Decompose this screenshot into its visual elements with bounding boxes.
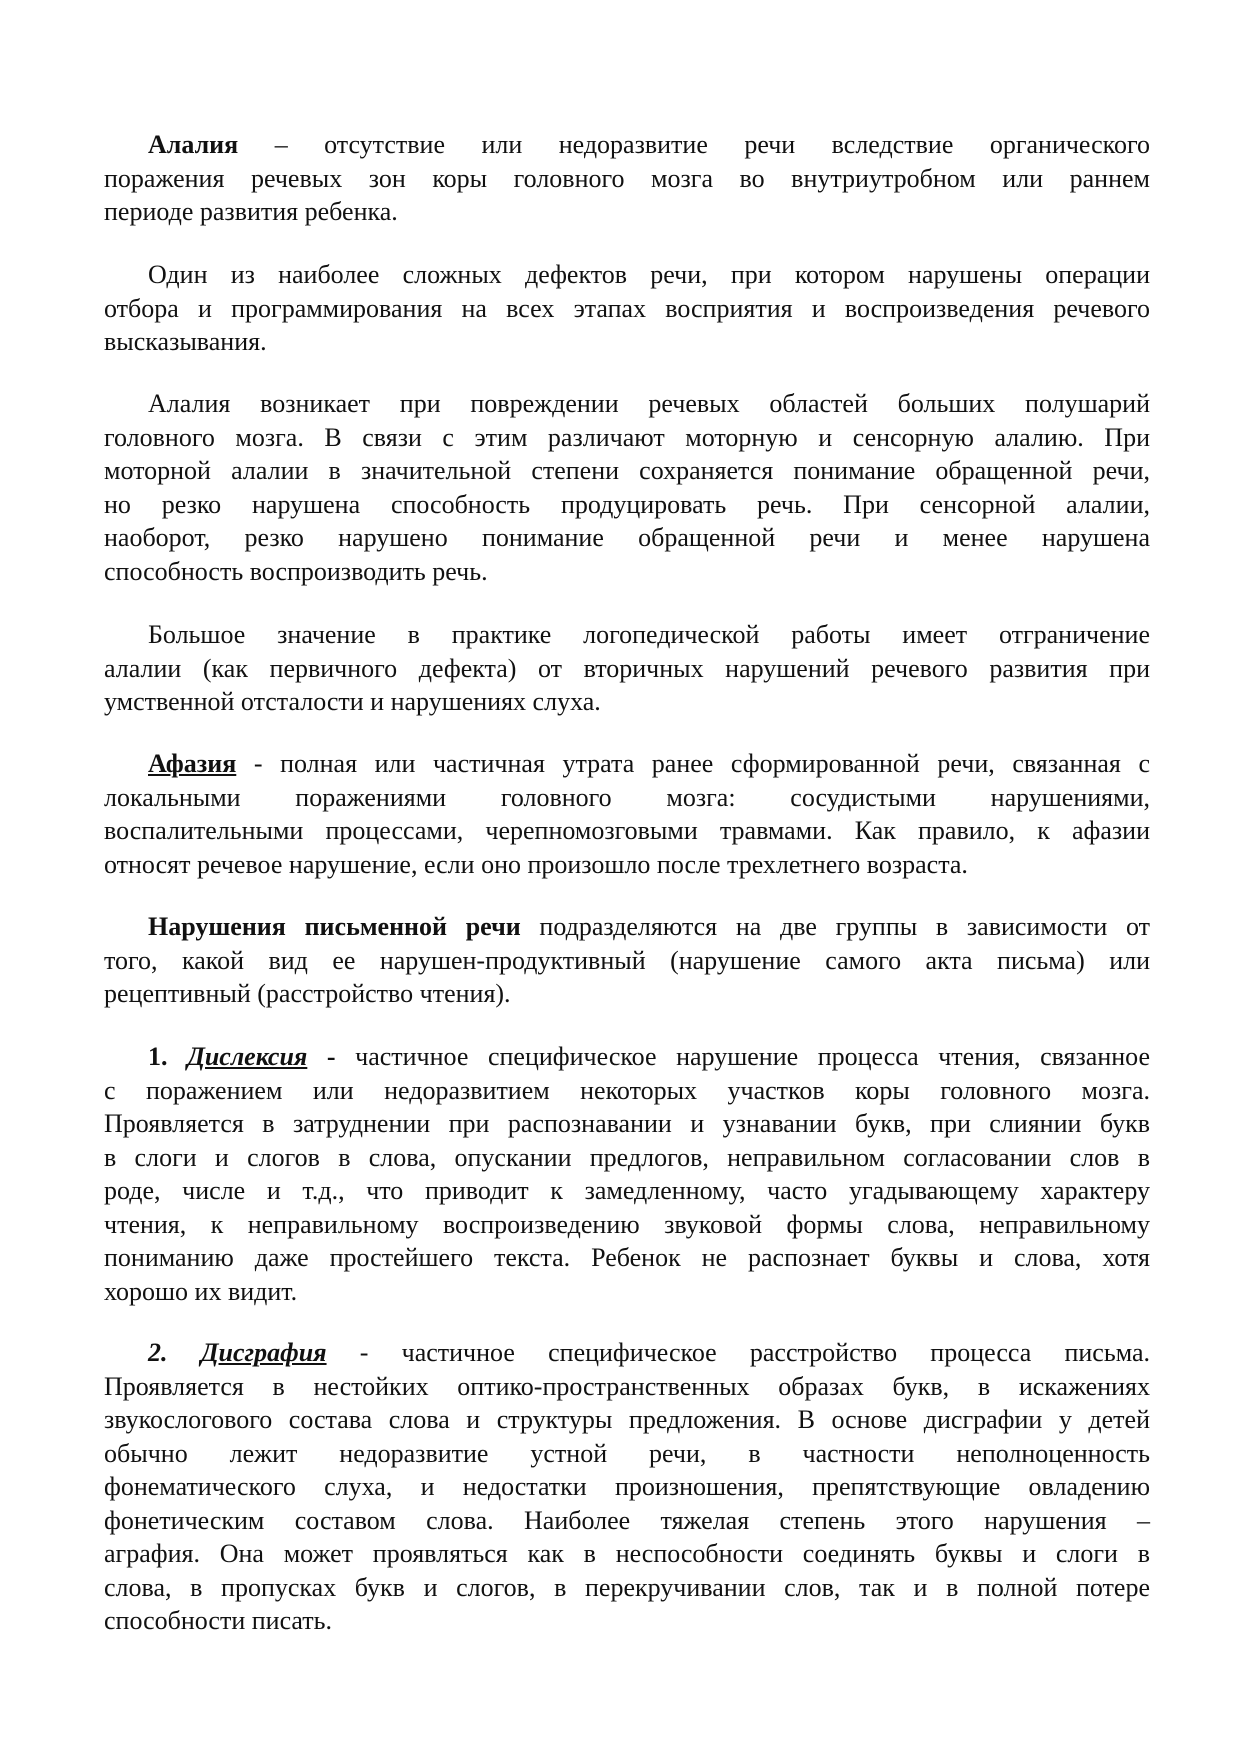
text-line xyxy=(104,1275,1150,1309)
line-text: подразделяются на две группы в зависимости от xyxy=(520,912,1150,941)
text-line xyxy=(104,1370,1150,1404)
text-line xyxy=(104,1537,1150,1571)
text-line xyxy=(104,977,1150,1011)
text-line xyxy=(104,1107,1150,1141)
line-text: обычно лежит недоразвитие устной речи, в частности неполноценность xyxy=(104,1438,1150,1468)
line-text: слова, в пропусках букв и слогов, в перекручивании слов, так и в полной потере xyxy=(104,1572,1150,1602)
text-line xyxy=(104,521,1150,555)
text-line xyxy=(104,1174,1150,1208)
text-line xyxy=(104,814,1150,848)
text-line xyxy=(104,910,1150,944)
text-line xyxy=(104,292,1150,326)
line-text: пониманию даже простейшего текста. Ребенок не распознает буквы и слова, хотя xyxy=(104,1243,1150,1272)
line-text: но резко нарушена способность продуцировать речь. При сенсорной алалии, xyxy=(104,489,1150,519)
line-text: Алалия возникает при повреждении речевых областей больших полушарий xyxy=(148,389,1150,418)
line-text: головного мозга. В связи с этим различают моторную и сенсорную алалию. При xyxy=(104,422,1150,452)
text-line xyxy=(104,387,1150,421)
paragraph xyxy=(104,387,1150,588)
line-text: с поражением или недоразвитием некоторых участков коры головного мозга. xyxy=(104,1075,1150,1105)
term-lead: - xyxy=(307,1042,356,1071)
text-line xyxy=(104,1074,1150,1108)
line-text: периоде развития ребенка. xyxy=(104,197,398,226)
paragraph xyxy=(104,258,1150,359)
line-text: фонематического слуха, и недостатки произношения, препятствующие овладению xyxy=(104,1472,1150,1501)
text-line xyxy=(104,555,1150,589)
text-line xyxy=(104,781,1150,815)
line-text: отбора и программирования на всех этапах восприятия и воспроизведения речевого xyxy=(104,293,1150,323)
line-text: - частичное специфическое расстройство процесса письма. xyxy=(326,1338,1151,1367)
paragraph xyxy=(104,128,1150,229)
text-line xyxy=(104,944,1150,978)
line-text: способность воспроизводить речь. xyxy=(104,556,488,586)
line-text: хорошо их видит. xyxy=(104,1276,298,1306)
line-text: того, какой вид ее нарушен-продуктивный (нарушение самого акта письма) или xyxy=(104,945,1150,975)
line-text: высказывания. xyxy=(104,327,267,356)
text-line xyxy=(104,325,1150,359)
paragraph xyxy=(104,1040,1150,1308)
text-line xyxy=(104,258,1150,292)
line-text: роде, числе и т.д., что приводит к замедленному, часто угадывающему характеру xyxy=(104,1176,1150,1205)
line-text: Один из наиболее сложных дефектов речи, при котором нарушены операции xyxy=(148,260,1150,289)
paragraph xyxy=(104,1336,1150,1638)
line-text: умственной отсталости и нарушениях слуха. xyxy=(104,687,601,716)
line-text: Проявляется в затруднении при распознавании и узнавании букв, при слиянии букв xyxy=(104,1109,1150,1138)
text-line xyxy=(104,1208,1150,1242)
paragraph xyxy=(104,747,1150,881)
text-line xyxy=(104,1040,1150,1074)
text-line xyxy=(104,1571,1150,1605)
text-line xyxy=(104,848,1150,882)
text-line xyxy=(104,1403,1150,1437)
text-line xyxy=(104,618,1150,652)
line-text: аграфия. Она может проявляться как в неспособности соединять буквы и слоги в xyxy=(104,1539,1150,1568)
text-line xyxy=(104,1604,1150,1638)
line-text: частичное специфическое нарушение процесса чтения, связанное xyxy=(355,1042,1150,1071)
line-text: - полная или частичная утрата ранее сформированной речи, связанная с xyxy=(236,749,1150,778)
line-text: относят речевое нарушение, если оно произошло после трехлетнего возраста. xyxy=(104,849,968,879)
line-text: способности писать. xyxy=(104,1606,333,1635)
term-lead: Дисграфия xyxy=(200,1338,327,1367)
line-text: наоборот, резко нарушено понимание обращенной речи и менее нарушена xyxy=(104,523,1150,552)
text-line xyxy=(104,162,1150,196)
text-line xyxy=(104,488,1150,522)
term-lead: Дислексия xyxy=(187,1042,308,1071)
text-line xyxy=(104,652,1150,686)
text-line xyxy=(104,195,1150,229)
paragraph xyxy=(104,910,1150,1011)
text-line xyxy=(104,1241,1150,1275)
line-text: чтения, к неправильному воспроизведению звуковой формы слова, неправильному xyxy=(104,1209,1150,1239)
text-line xyxy=(104,1504,1150,1538)
line-text: локальными поражениями головного мозга: сосудистыми нарушениями, xyxy=(104,782,1150,812)
term-lead: Афазия xyxy=(148,749,237,778)
text-line xyxy=(104,1470,1150,1504)
text-line xyxy=(104,454,1150,488)
line-text: воспалительными процессами, черепномозговыми травмами. Как правило, к афазии xyxy=(104,816,1150,845)
line-text: в слоги и слогов в слова, опускании предлогов, неправильном согласовании слов в xyxy=(104,1142,1150,1172)
paragraph xyxy=(104,618,1150,719)
line-text: алалии (как первичного дефекта) от вторичных нарушений речевого развития при xyxy=(104,653,1150,683)
line-text: – отсутствие или недоразвитие речи вследствие органического xyxy=(238,130,1150,159)
text-line xyxy=(104,421,1150,455)
term-lead: 2. xyxy=(148,1338,201,1367)
text-line xyxy=(104,128,1150,162)
text-line xyxy=(104,1437,1150,1471)
line-text: звукослогового состава слова и структуры предложения. В основе дисграфии у детей xyxy=(104,1405,1150,1434)
line-text: моторной алалии в значительной степени сохраняется понимание обращенной речи, xyxy=(104,456,1150,485)
term-lead: Нарушения письменной речи xyxy=(148,912,521,941)
line-text: поражения речевых зон коры головного мозга во внутриутробном или раннем xyxy=(104,163,1150,193)
text-line xyxy=(104,1141,1150,1175)
text-line xyxy=(104,685,1150,719)
text-line xyxy=(104,1336,1150,1370)
line-text: Проявляется в нестойких оптико-пространственных образах букв, в искажениях xyxy=(104,1371,1150,1401)
term-lead: Алалия xyxy=(148,130,239,159)
line-text: рецептивный (расстройство чтения). xyxy=(104,979,511,1008)
text-line xyxy=(104,747,1150,781)
line-text: Большое значение в практике логопедической работы имеет отграничение xyxy=(148,620,1150,649)
line-text: фонетическим составом слова. Наиболее тяжелая степень этого нарушения – xyxy=(104,1505,1150,1535)
term-lead: 1. xyxy=(148,1042,188,1071)
